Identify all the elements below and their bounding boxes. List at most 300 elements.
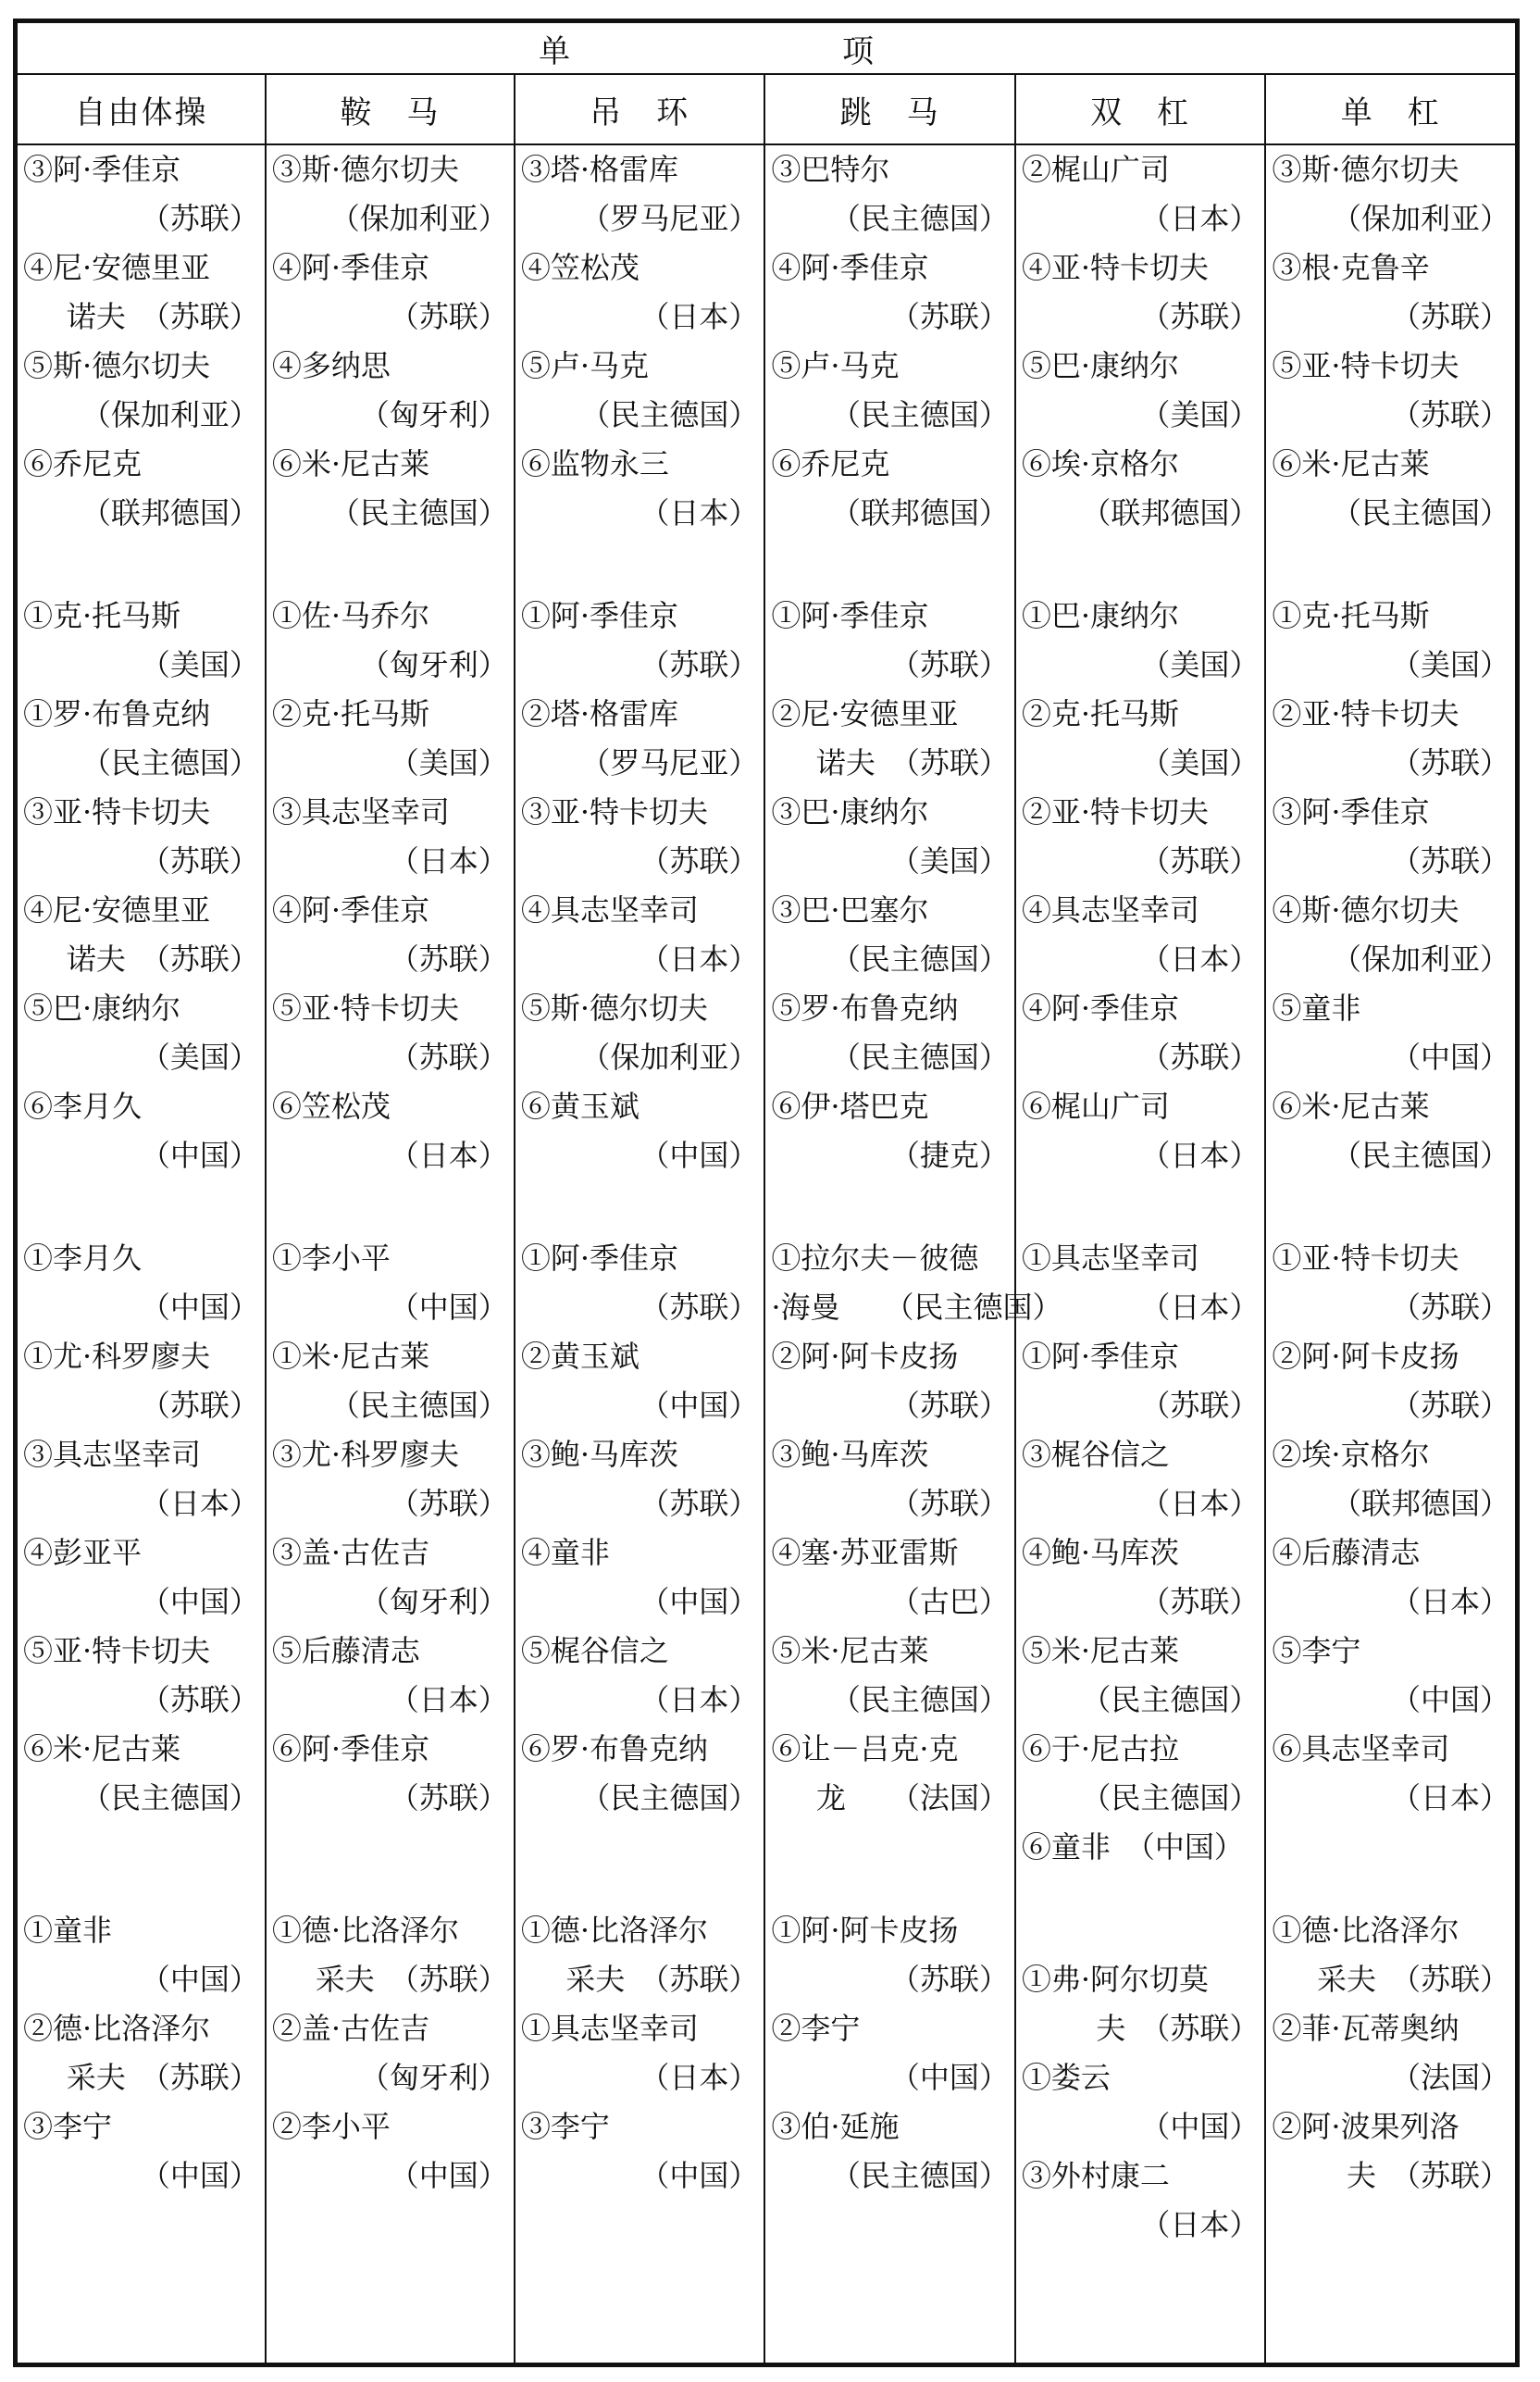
result-entry [267, 1234, 514, 1332]
athlete-country: （苏联） [1390, 843, 1509, 879]
result-entry [1016, 440, 1265, 538]
result-entry [1016, 1955, 1265, 2053]
result-entry [765, 788, 1014, 886]
result-entry [515, 1725, 764, 1823]
athlete-country: 诺夫 （苏联） [815, 745, 1009, 780]
athlete-country: （保加利亚） [1331, 201, 1509, 236]
athlete-country: （民主德国） [81, 1780, 259, 1815]
athlete-name: ①阿·季佳京 [1021, 1339, 1180, 1374]
result-entry [1266, 1627, 1515, 1725]
athlete-name: ④笠松茂 [520, 250, 640, 285]
athlete-country: （民主德国） [830, 201, 1009, 236]
athlete-name: ⑤梶谷信之 [520, 1633, 669, 1668]
result-entry [765, 2004, 1014, 2102]
athlete-country: （罗马尼亚） [580, 201, 759, 236]
result-entry [765, 243, 1014, 342]
athlete-name: ③塔·格雷库 [520, 152, 678, 187]
group-separator [18, 1180, 265, 1234]
result-entry [1016, 1430, 1265, 1528]
athlete-country: 夫 （苏联） [1096, 2011, 1260, 2046]
athlete-country: （捷克） [889, 1138, 1009, 1173]
athlete-name: ②克·托马斯 [271, 696, 430, 731]
result-entry [18, 243, 265, 342]
athlete-name: ⑥罗·布鲁克纳 [520, 1731, 708, 1766]
athlete-name: ①罗·布鲁克纳 [23, 696, 211, 731]
result-entry [765, 1234, 1062, 1332]
result-entry [765, 1528, 1014, 1627]
athlete-name: ④彭亚平 [23, 1535, 143, 1570]
athlete-name: ②梶山广司 [1021, 152, 1170, 187]
result-entry [1266, 1725, 1515, 1823]
result-entry [1266, 2102, 1515, 2201]
result-entry [1016, 592, 1265, 690]
result-entry [515, 788, 764, 886]
athlete-name: ⑤后藤清志 [271, 1633, 420, 1668]
athlete-name: ③外村康二 [1021, 2158, 1170, 2193]
results-table [16, 21, 1517, 2364]
athlete-country: （日本） [1390, 1584, 1509, 1619]
result-entry [18, 788, 265, 886]
athlete-country: （美国） [140, 1040, 259, 1075]
athlete-name: ①具志坚幸司 [1021, 1241, 1199, 1276]
group-separator [267, 538, 514, 592]
athlete-country: （苏联） [140, 1388, 259, 1423]
athlete-country: （苏联） [389, 1040, 508, 1075]
athlete-country: 龙 （法国） [815, 1780, 1009, 1815]
result-entry [1016, 2053, 1265, 2151]
group-separator [515, 1180, 764, 1234]
result-entry [267, 886, 514, 984]
result-entry [765, 440, 1014, 538]
athlete-name: ④具志坚幸司 [520, 892, 699, 928]
result-entry [1266, 145, 1515, 243]
athlete-name: ③阿·季佳京 [1272, 794, 1430, 829]
result-entry [1266, 886, 1515, 984]
athlete-country: （苏联） [389, 942, 508, 977]
result-entry [1266, 1430, 1515, 1528]
result-entry [18, 1725, 265, 1823]
athlete-name: ①拉尔夫－彼德 [771, 1241, 979, 1276]
athlete-name: ⑤卢·马克 [520, 348, 649, 383]
athlete-country: （日本） [1140, 201, 1260, 236]
result-entry [1266, 1234, 1515, 1332]
athlete-name: ②阿·阿卡皮扬 [1272, 1339, 1459, 1374]
result-entry [515, 342, 764, 440]
result-entry [18, 1528, 265, 1627]
athlete-name: ⑤斯·德尔切夫 [520, 991, 708, 1026]
result-entry [765, 690, 1014, 788]
athlete-name: ⑥于·尼古拉 [1021, 1731, 1180, 1766]
athlete-country: （联邦德国） [1331, 1486, 1509, 1521]
group-separator [267, 1180, 514, 1234]
athlete-country: （民主德国） [580, 397, 759, 432]
athlete-country: （民主德国） [329, 495, 508, 530]
athlete-country: （苏联） [640, 1290, 759, 1325]
result-entry [267, 1430, 514, 1528]
athlete-name: ⑤巴·康纳尔 [1021, 348, 1180, 383]
athlete-name: ⑥梶山广司 [1021, 1089, 1170, 1124]
result-entry [18, 2004, 265, 2102]
group-separator [1266, 1823, 1515, 1906]
athlete-country: （苏联） [640, 1486, 759, 1521]
athlete-name: ③具志坚幸司 [23, 1437, 202, 1472]
result-entry [267, 145, 514, 243]
athlete-country: （联邦德国） [830, 495, 1009, 530]
athlete-country: 采夫 （苏联） [66, 2060, 259, 2095]
result-entry [1016, 984, 1265, 1082]
athlete-country: （法国） [1390, 2060, 1509, 2095]
athlete-name: ③鲍·马库茨 [771, 1437, 929, 1472]
result-entry [765, 342, 1014, 440]
result-entry [1266, 1906, 1515, 2004]
athlete-name: ⑥米·尼古莱 [23, 1731, 181, 1766]
athlete-country: （苏联） [889, 1962, 1009, 1997]
athlete-country: （民主德国） [81, 745, 259, 780]
column-cell [17, 144, 266, 2363]
result-entry [515, 886, 764, 984]
athlete-name: ①克·托马斯 [23, 598, 181, 633]
table-title: 单 项 [17, 22, 1516, 74]
result-entry [515, 2004, 764, 2102]
athlete-name: ④尼·安德里亚 [23, 892, 211, 928]
athlete-name: ①童非 [23, 1913, 113, 1948]
athlete-country: （美国） [140, 647, 259, 682]
athlete-name: ①阿·季佳京 [520, 598, 678, 633]
athlete-name: ③鲍·马库茨 [520, 1437, 678, 1472]
athlete-country: （苏联） [389, 299, 508, 334]
athlete-country: （民主德国） [830, 1682, 1009, 1717]
athlete-country: （苏联） [1140, 1040, 1260, 1075]
column-header: 跳 马 [764, 74, 1015, 144]
athlete-name: ①阿·阿卡皮扬 [771, 1913, 959, 1948]
athlete-country: （民主德国） [830, 942, 1009, 977]
group-separator [515, 1823, 764, 1906]
athlete-country: ·海曼 （民主德国） [771, 1290, 1062, 1325]
athlete-country: （民主德国） [580, 1780, 759, 1815]
athlete-country: （中国） [640, 1388, 759, 1423]
athlete-name: ⑤亚·特卡切夫 [1272, 348, 1459, 383]
group-separator [515, 538, 764, 592]
athlete-country: （中国） [140, 2158, 259, 2193]
athlete-country: （中国） [640, 2158, 759, 2193]
athlete-country: （民主德国） [1081, 1682, 1260, 1717]
column-cell [1015, 144, 1266, 2363]
athlete-country: （民主德国） [830, 2158, 1009, 2193]
result-entry [1016, 1823, 1265, 1872]
result-entry [1266, 440, 1515, 538]
result-entry [267, 1082, 514, 1180]
athlete-country: （美国） [1390, 647, 1509, 682]
athlete-country: （中国） [140, 1584, 259, 1619]
athlete-country: （民主德国） [1081, 1780, 1260, 1815]
athlete-country: （日本） [1140, 1138, 1260, 1173]
result-entry [515, 592, 764, 690]
group-separator [267, 1823, 514, 1906]
athlete-country: 夫 （苏联） [1346, 2158, 1509, 2193]
athlete-name: ③巴特尔 [771, 152, 890, 187]
athlete-name: ④多纳思 [271, 348, 391, 383]
result-entry [1266, 1528, 1515, 1627]
athlete-country: （匈牙利） [359, 397, 508, 432]
group-separator [18, 538, 265, 592]
athlete-country: 诺夫 （苏联） [66, 299, 259, 334]
result-entry [515, 1528, 764, 1627]
results-table-frame [13, 19, 1520, 2367]
athlete-name: ②盖·古佐吉 [271, 2011, 430, 2046]
group-separator [1266, 538, 1515, 592]
athlete-name: ②尼·安德里亚 [771, 696, 959, 731]
column-headers [17, 74, 1516, 144]
athlete-name: ⑤巴·康纳尔 [23, 991, 181, 1026]
athlete-name: ⑤卢·马克 [771, 348, 900, 383]
athlete-name: ③伯·延施 [771, 2109, 900, 2144]
result-entry [1266, 1332, 1515, 1430]
group-separator [18, 1823, 265, 1906]
result-entry [267, 1528, 514, 1627]
athlete-name: ③斯·德尔切夫 [1272, 152, 1459, 187]
athlete-name: ②阿·阿卡皮扬 [771, 1339, 959, 1374]
athlete-country: （中国） [389, 2158, 508, 2193]
result-entry [765, 886, 1014, 984]
athlete-name: ④塞·苏亚雷斯 [771, 1535, 959, 1570]
athlete-name: ④具志坚幸司 [1021, 892, 1199, 928]
athlete-name: ②亚·特卡切夫 [1272, 696, 1459, 731]
athlete-name: ④阿·季佳京 [271, 250, 430, 285]
result-entry [1266, 243, 1515, 342]
athlete-country: （苏联） [1140, 1584, 1260, 1619]
athlete-name: ③斯·德尔切夫 [271, 152, 460, 187]
athlete-name: ⑥李月久 [23, 1089, 143, 1124]
result-entry [18, 886, 265, 984]
result-entry [765, 1082, 1014, 1180]
athlete-country: （中国） [640, 1584, 759, 1619]
group-separator [1016, 538, 1265, 592]
athlete-country: （苏联） [889, 299, 1009, 334]
athlete-name: ⑥让－吕克·克 [771, 1731, 959, 1766]
result-entry [18, 1627, 265, 1725]
athlete-country: （日本） [640, 942, 759, 977]
athlete-country: （苏联） [140, 201, 259, 236]
athlete-name: ①亚·特卡切夫 [1272, 1241, 1459, 1276]
result-entry [267, 788, 514, 886]
athlete-name: ①佐·马乔尔 [271, 598, 430, 633]
athlete-name: ⑥米·尼古莱 [1272, 1089, 1430, 1124]
athlete-name: ②黄玉斌 [520, 1339, 640, 1374]
athlete-name: ②阿·波果列洛 [1272, 2109, 1459, 2144]
result-entry [765, 592, 1014, 690]
athlete-country: （美国） [889, 843, 1009, 879]
result-entry [1266, 2004, 1515, 2102]
athlete-country: （日本） [640, 299, 759, 334]
result-entry [765, 2102, 1014, 2201]
athlete-country: （保加利亚） [1331, 942, 1509, 977]
result-entry [765, 984, 1014, 1082]
athlete-country: （苏联） [1140, 299, 1260, 334]
column-header: 鞍 马 [266, 74, 515, 144]
athlete-name: ⑥埃·京格尔 [1021, 446, 1180, 481]
result-entry [1016, 342, 1265, 440]
result-entry [1266, 1082, 1515, 1180]
athlete-name: ①弗·阿尔切莫 [1021, 1962, 1210, 1997]
athlete-country: （日本） [389, 1682, 508, 1717]
athlete-name: ①李小平 [271, 1241, 391, 1276]
athlete-country: （日本） [640, 495, 759, 530]
athlete-name: ③亚·特卡切夫 [520, 794, 708, 829]
athlete-country: （苏联） [140, 1682, 259, 1717]
athlete-name: ②德·比洛泽尔 [23, 2011, 211, 2046]
athlete-name: ③盖·古佐吉 [271, 1535, 430, 1570]
result-entry [18, 440, 265, 538]
athlete-country: （古巴） [889, 1584, 1009, 1619]
result-entry [515, 1430, 764, 1528]
athlete-country: （苏联） [889, 1486, 1009, 1521]
result-entry [765, 1430, 1014, 1528]
athlete-country: （日本） [640, 2060, 759, 2095]
result-entry [267, 984, 514, 1082]
athlete-name: ③根·克鲁辛 [1272, 250, 1430, 285]
column-header: 双 杠 [1015, 74, 1266, 144]
athlete-name: ④阿·季佳京 [271, 892, 430, 928]
result-entry [267, 440, 514, 538]
column-header: 单 杠 [1265, 74, 1516, 144]
athlete-country: （苏联） [1390, 397, 1509, 432]
athlete-country: （中国） [1140, 2109, 1260, 2144]
athlete-country: （联邦德国） [1081, 495, 1260, 530]
result-entry [267, 1332, 514, 1430]
result-entry [1016, 788, 1265, 886]
result-entry [267, 243, 514, 342]
result-entry [18, 1906, 265, 2004]
athlete-name: ②克·托马斯 [1021, 696, 1180, 731]
athlete-country: （苏联） [389, 1780, 508, 1815]
result-entry [18, 690, 265, 788]
athlete-name: ④鲍·马库茨 [1021, 1535, 1180, 1570]
column-header: 吊 环 [515, 74, 765, 144]
athlete-country: 采夫 （苏联） [1316, 1962, 1509, 1997]
athlete-name: ⑥监物永三 [520, 446, 669, 481]
result-entry [515, 440, 764, 538]
athlete-country: （联邦德国） [81, 495, 259, 530]
result-entry [1266, 788, 1515, 886]
athlete-country: （美国） [1140, 397, 1260, 432]
group-separator [1016, 1180, 1265, 1234]
athlete-country: （日本） [389, 843, 508, 879]
athlete-country: （日本） [1140, 1486, 1260, 1521]
athlete-name: ②埃·京格尔 [1272, 1437, 1430, 1472]
athlete-country: （中国） [140, 1290, 259, 1325]
athlete-country: （苏联） [140, 843, 259, 879]
athlete-name: ③李宁 [23, 2109, 113, 2144]
athlete-name: ⑥乔尼克 [771, 446, 890, 481]
result-entry [515, 1906, 764, 2004]
athlete-name: ⑤米·尼古莱 [1021, 1633, 1180, 1668]
result-entry [18, 1332, 265, 1430]
result-entry [18, 1430, 265, 1528]
athlete-country: 采夫 （苏联） [565, 1962, 759, 1997]
athlete-name: ②菲·瓦蒂奥纳 [1272, 2011, 1459, 2046]
athlete-name: ④阿·季佳京 [771, 250, 929, 285]
athlete-country: （匈牙利） [359, 647, 508, 682]
athlete-name: ⑥米·尼古莱 [1272, 446, 1430, 481]
result-entry [18, 1234, 265, 1332]
athlete-country: （中国） [889, 2060, 1009, 2095]
athlete-country: （苏联） [1140, 1388, 1260, 1423]
athlete-country: （中国） [140, 1138, 259, 1173]
athlete-name: ⑥伊·塔巴克 [771, 1089, 929, 1124]
athlete-name: ①德·比洛泽尔 [1272, 1913, 1459, 1948]
athlete-name: ⑥笠松茂 [271, 1089, 391, 1124]
athlete-name: ①李月久 [23, 1241, 143, 1276]
athlete-name: ②亚·特卡切夫 [1021, 794, 1210, 829]
result-entry [267, 2004, 514, 2102]
athlete-country: （日本） [640, 1682, 759, 1717]
athlete-country: （中国） [389, 1290, 508, 1325]
athlete-country: （苏联） [889, 647, 1009, 682]
athlete-country: （美国） [1140, 647, 1260, 682]
result-entry [515, 1627, 764, 1725]
column-cell [1265, 144, 1516, 2363]
athlete-name: ②李宁 [771, 2011, 861, 2046]
athlete-name: ①具志坚幸司 [520, 2011, 699, 2046]
result-entry [515, 984, 764, 1082]
athlete-name: ⑥黄玉斌 [520, 1089, 640, 1124]
athlete-name: ①尤·科罗廖夫 [23, 1339, 211, 1374]
athlete-country: （民主德国） [830, 397, 1009, 432]
athlete-country: （苏联） [1140, 843, 1260, 879]
athlete-country: （保加利亚） [81, 397, 259, 432]
athlete-name: ⑤斯·德尔切夫 [23, 348, 211, 383]
athlete-country: （中国） [1390, 1040, 1509, 1075]
athlete-name: ③亚·特卡切夫 [23, 794, 211, 829]
results-body [17, 144, 1516, 2363]
athlete-name: ⑥米·尼古莱 [271, 446, 430, 481]
athlete-country: （日本） [1140, 2207, 1260, 2242]
athlete-country: （苏联） [1390, 1388, 1509, 1423]
column-header: 自由体操 [17, 74, 266, 144]
athlete-country: （民主德国） [1331, 1138, 1509, 1173]
column-cell [515, 144, 765, 2363]
athlete-name: ①克·托马斯 [1272, 598, 1430, 633]
result-entry [1266, 984, 1515, 1082]
result-entry [18, 2102, 265, 2201]
result-entry [18, 1082, 265, 1180]
athlete-country: 采夫 （苏联） [315, 1962, 508, 1997]
athlete-name: ④童非 [520, 1535, 610, 1570]
result-entry [765, 1627, 1014, 1725]
athlete-country: （民主德国） [1331, 495, 1509, 530]
athlete-country: （日本） [1390, 1780, 1509, 1815]
athlete-country: （日本） [1140, 1290, 1260, 1325]
athlete-country: （匈牙利） [359, 2060, 508, 2095]
athlete-name: ⑥具志坚幸司 [1272, 1731, 1450, 1766]
column-cell [266, 144, 515, 2363]
athlete-country: （保加利亚） [580, 1040, 759, 1075]
athlete-name: ④尼·安德里亚 [23, 250, 211, 285]
athlete-country: （罗马尼亚） [580, 745, 759, 780]
athlete-name: ③李宁 [520, 2109, 610, 2144]
athlete-name: ①阿·季佳京 [520, 1241, 678, 1276]
athlete-country: （中国） [1390, 1682, 1509, 1717]
athlete-name: ⑤亚·特卡切夫 [271, 991, 460, 1026]
athlete-country: （民主德国） [830, 1040, 1009, 1075]
athlete-country: （中国） [640, 1138, 759, 1173]
athlete-name: ③巴·康纳尔 [771, 794, 929, 829]
result-entry [267, 2102, 514, 2201]
athlete-country: （美国） [389, 745, 508, 780]
athlete-country: （日本） [389, 1138, 508, 1173]
result-entry [765, 1725, 1014, 1823]
result-entry [18, 592, 265, 690]
